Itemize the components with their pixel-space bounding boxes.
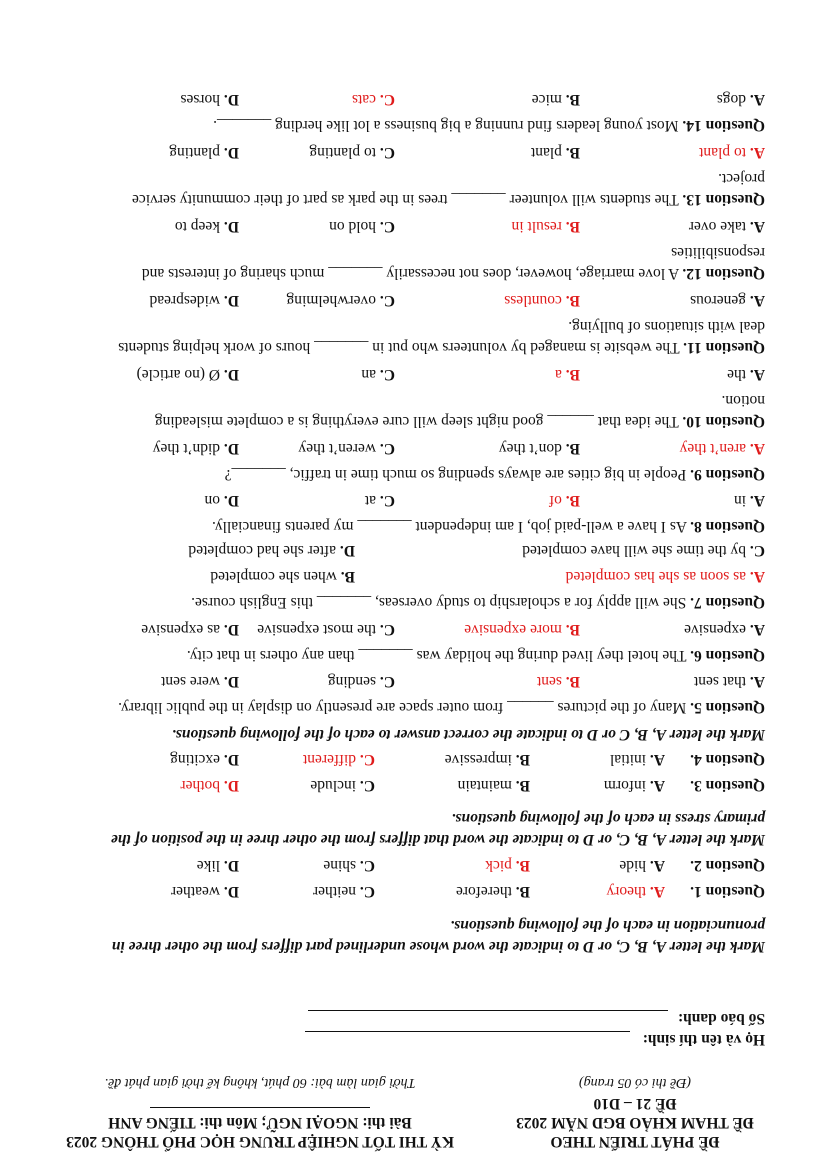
student-id-label: Số báo danh: bbox=[677, 1010, 765, 1027]
option-letter: C. bbox=[379, 440, 395, 457]
option-text: on bbox=[204, 492, 221, 509]
option-letter: C. bbox=[379, 366, 395, 383]
answer-option[interactable] bbox=[175, 216, 239, 235]
answer-option[interactable] bbox=[694, 671, 765, 690]
answer-option[interactable] bbox=[141, 619, 239, 638]
answer-option[interactable] bbox=[365, 490, 395, 509]
option-letter: B. bbox=[565, 492, 580, 509]
student-name-field[interactable] bbox=[305, 1031, 630, 1032]
answer-option[interactable] bbox=[504, 290, 580, 309]
option-text: horses bbox=[180, 91, 221, 108]
option-text: that sent bbox=[693, 673, 747, 690]
option-letter: B. bbox=[565, 144, 580, 161]
option-text: theory bbox=[606, 883, 647, 900]
answer-option[interactable] bbox=[210, 566, 355, 585]
option-text: the bbox=[727, 366, 747, 383]
option-letter: C. bbox=[379, 621, 395, 638]
option-letter: B. bbox=[515, 857, 530, 874]
option-text: overwhelming bbox=[286, 292, 377, 309]
option-text: widespread bbox=[149, 292, 221, 309]
header-divider bbox=[150, 1107, 370, 1108]
answer-option[interactable] bbox=[717, 89, 765, 108]
question-number: Question 6. bbox=[690, 647, 765, 664]
option-letter: D. bbox=[223, 144, 239, 161]
option-letter: A. bbox=[749, 218, 765, 235]
answer-option[interactable] bbox=[531, 142, 580, 161]
option-text: when she completed bbox=[210, 568, 337, 585]
option-letter: B. bbox=[565, 366, 580, 383]
header-right-line3: Thời gian làm bài: 60 phút, không kể thời gian phát đề. bbox=[104, 1075, 416, 1090]
question-stem bbox=[212, 516, 765, 535]
answer-option[interactable] bbox=[610, 749, 665, 768]
option-letter: D. bbox=[223, 492, 239, 509]
question-text: The website is managed by volunteers who put in _______ hours of work helping students bbox=[118, 339, 680, 356]
option-letter: C. bbox=[359, 777, 375, 794]
answer-option[interactable] bbox=[137, 364, 239, 383]
question-number: Question 1. bbox=[690, 883, 765, 900]
option-text: as expensive bbox=[141, 621, 221, 638]
answer-option[interactable] bbox=[727, 364, 765, 383]
answer-option[interactable] bbox=[512, 216, 580, 235]
option-text: weather bbox=[170, 883, 221, 900]
option-letter: D. bbox=[339, 542, 355, 559]
section-instruction: Mark the letter A, B, C or D to indicate the correct answer to each of the following questions. bbox=[171, 726, 765, 743]
option-letter: A. bbox=[749, 492, 765, 509]
question-text: People in big cities are always spending so much time in traffic, _______? bbox=[224, 466, 687, 483]
question-stem bbox=[118, 697, 765, 716]
option-letter: A. bbox=[749, 440, 765, 457]
option-text: maintain bbox=[457, 777, 512, 794]
option-text: of bbox=[548, 492, 562, 509]
section-instruction: Mark the letter A, B, C, or D to indicate the word whose underlined part differs from the other three in bbox=[111, 938, 765, 955]
option-letter: B. bbox=[515, 883, 530, 900]
answer-option[interactable] bbox=[499, 438, 580, 457]
option-text: plant bbox=[530, 144, 562, 161]
option-text: pick bbox=[485, 857, 512, 874]
question-stem bbox=[155, 411, 765, 430]
header-left-line2: ĐỀ THAM KHẢO BGD NĂM 2023 bbox=[516, 1114, 754, 1131]
option-text: to planting bbox=[309, 144, 377, 161]
option-text: shine bbox=[323, 857, 357, 874]
section-instruction: Mark the letter A, B, C, or D to indicate the word that differs from the other three in the position of the bbox=[110, 831, 765, 848]
answer-option[interactable] bbox=[734, 490, 765, 509]
question-text: Many of the pictures ______ from outer space are presently on display in the public library. bbox=[118, 699, 687, 716]
option-text: neither bbox=[313, 883, 357, 900]
option-letter: A. bbox=[749, 621, 765, 638]
question-number: Question 7. bbox=[690, 594, 765, 611]
answer-option[interactable] bbox=[445, 749, 530, 768]
answer-option[interactable] bbox=[170, 749, 239, 768]
answer-option[interactable] bbox=[456, 881, 530, 900]
option-letter: B. bbox=[340, 568, 355, 585]
answer-option[interactable] bbox=[537, 671, 580, 690]
answer-option[interactable] bbox=[180, 89, 239, 108]
option-letter: C. bbox=[379, 144, 395, 161]
option-letter: A. bbox=[749, 366, 765, 383]
option-text: at bbox=[364, 492, 377, 509]
option-letter: C. bbox=[359, 857, 375, 874]
question-number: Question 12. bbox=[682, 265, 765, 282]
option-letter: C. bbox=[379, 292, 395, 309]
option-text: countless bbox=[504, 292, 562, 309]
answer-option[interactable] bbox=[606, 881, 665, 900]
question-text-cont: responsibilities bbox=[671, 244, 765, 261]
option-letter: C. bbox=[749, 542, 765, 559]
option-letter: D. bbox=[223, 751, 239, 768]
header-left-line1: ĐỀ PHÁT TRIỂN THEO bbox=[550, 1133, 720, 1150]
option-text: were sent bbox=[161, 673, 221, 690]
header-left-line3: ĐỀ 21 – D10 bbox=[593, 1095, 677, 1112]
option-letter: A. bbox=[749, 91, 765, 108]
option-letter: B. bbox=[515, 777, 530, 794]
option-text: an bbox=[361, 366, 377, 383]
question-text: She will apply for a scholarship to study overseas, _______ this English course. bbox=[191, 594, 687, 611]
answer-option[interactable] bbox=[153, 438, 239, 457]
option-letter: D. bbox=[223, 777, 239, 794]
answer-option[interactable] bbox=[161, 671, 239, 690]
option-text: include bbox=[310, 777, 357, 794]
answer-option[interactable] bbox=[485, 855, 530, 874]
option-text: different bbox=[302, 751, 357, 768]
option-text: keep to bbox=[174, 218, 221, 235]
question-text: The idea that ______ good night sleep will cure everything is a complete misleading bbox=[154, 413, 679, 430]
question-number: Question 11. bbox=[683, 339, 765, 356]
question-stem bbox=[142, 263, 765, 282]
question-number: Question 13. bbox=[682, 191, 765, 208]
answer-option[interactable] bbox=[180, 775, 239, 794]
answer-option[interactable] bbox=[149, 290, 239, 309]
option-text: Ø (no article) bbox=[136, 366, 221, 383]
answer-option[interactable] bbox=[309, 142, 395, 161]
option-text: exciting bbox=[170, 751, 221, 768]
question-number: Question 9. bbox=[690, 466, 765, 483]
question-text-cont: project. bbox=[718, 170, 765, 187]
option-letter: B. bbox=[515, 751, 530, 768]
header-left-line4: (Đề thi có 05 trang) bbox=[579, 1075, 691, 1090]
question-stem bbox=[132, 189, 765, 208]
option-letter: C. bbox=[379, 91, 395, 108]
answer-option[interactable] bbox=[689, 216, 765, 235]
option-text: by the time she will have completed bbox=[522, 542, 747, 559]
answer-option[interactable] bbox=[188, 540, 355, 559]
option-text: generous bbox=[690, 292, 747, 309]
option-letter: D. bbox=[223, 292, 239, 309]
option-letter: A. bbox=[649, 883, 665, 900]
question-stem bbox=[118, 337, 765, 356]
question-number: Question 8. bbox=[690, 518, 765, 535]
answer-option[interactable] bbox=[566, 566, 765, 585]
section-instruction: primary stress in each of the following questions. bbox=[451, 810, 765, 827]
option-text: as soon as she has completed bbox=[565, 568, 747, 585]
question-number: Question 3. bbox=[690, 777, 765, 794]
section-instruction: pronunciation in each of the following questions. bbox=[450, 917, 765, 934]
option-letter: A. bbox=[749, 568, 765, 585]
option-letter: A. bbox=[749, 292, 765, 309]
option-text: bother bbox=[180, 777, 221, 794]
option-letter: B. bbox=[565, 218, 580, 235]
answer-option[interactable] bbox=[323, 855, 375, 874]
answer-option[interactable] bbox=[287, 290, 396, 309]
answer-option[interactable] bbox=[690, 290, 765, 309]
option-letter: A. bbox=[749, 673, 765, 690]
question-stem bbox=[213, 115, 765, 134]
answer-option[interactable] bbox=[169, 142, 239, 161]
option-text: the most expensive bbox=[257, 621, 377, 638]
option-letter: B. bbox=[565, 440, 580, 457]
question-text-cont: deal with situations of bullying. bbox=[568, 318, 765, 335]
option-letter: B. bbox=[565, 621, 580, 638]
answer-option[interactable] bbox=[699, 142, 765, 161]
answer-option[interactable] bbox=[352, 89, 395, 108]
option-letter: C. bbox=[359, 883, 375, 900]
option-text: expensive bbox=[684, 621, 747, 638]
option-text: hold on bbox=[329, 218, 377, 235]
question-stem bbox=[187, 645, 765, 664]
option-text: a bbox=[555, 366, 562, 383]
question-number: Question 10. bbox=[682, 413, 765, 430]
answer-option[interactable] bbox=[522, 540, 765, 559]
option-letter: C. bbox=[379, 673, 395, 690]
answer-option[interactable] bbox=[361, 364, 395, 383]
student-name-label: Họ và tên thí sinh: bbox=[642, 1031, 765, 1048]
question-number: Question 14. bbox=[682, 117, 765, 134]
question-text-cont: notion. bbox=[721, 392, 765, 409]
option-letter: C. bbox=[379, 492, 395, 509]
option-text: mice bbox=[531, 91, 562, 108]
option-text: initial bbox=[609, 751, 647, 768]
answer-option[interactable] bbox=[464, 619, 580, 638]
option-text: take over bbox=[688, 218, 747, 235]
option-letter: D. bbox=[223, 91, 239, 108]
option-letter: D. bbox=[223, 440, 239, 457]
option-text: planting bbox=[169, 144, 221, 161]
answer-option[interactable] bbox=[604, 775, 665, 794]
answer-option[interactable] bbox=[171, 881, 239, 900]
option-letter: A. bbox=[749, 144, 765, 161]
option-text: sent bbox=[536, 673, 562, 690]
answer-option[interactable] bbox=[684, 619, 765, 638]
answer-option[interactable] bbox=[329, 216, 395, 235]
answer-option[interactable] bbox=[619, 855, 665, 874]
option-text: weren’t they bbox=[298, 440, 377, 457]
option-text: cats bbox=[351, 91, 377, 108]
answer-option[interactable] bbox=[303, 749, 375, 768]
option-text: to plant bbox=[699, 144, 747, 161]
question-text: As I have a well-paid job, I am independent _______ my parents financially. bbox=[211, 518, 688, 535]
option-text: result in bbox=[511, 218, 562, 235]
option-text: sending bbox=[327, 673, 377, 690]
option-letter: A. bbox=[649, 751, 665, 768]
option-letter: D. bbox=[223, 857, 239, 874]
question-text: A love marriage, however, does not necessarily _______ much sharing of interests and bbox=[141, 265, 680, 282]
option-letter: A. bbox=[649, 857, 665, 874]
question-stem bbox=[225, 464, 765, 483]
student-id-field[interactable] bbox=[308, 1010, 668, 1011]
answer-option[interactable] bbox=[680, 438, 765, 457]
option-letter: D. bbox=[223, 218, 239, 235]
answer-option[interactable] bbox=[458, 775, 530, 794]
option-text: don’t they bbox=[498, 440, 562, 457]
question-number: Question 4. bbox=[690, 751, 765, 768]
answer-option[interactable] bbox=[257, 619, 395, 638]
option-text: like bbox=[196, 857, 221, 874]
option-letter: B. bbox=[565, 292, 580, 309]
option-text: more expensive bbox=[464, 621, 562, 638]
question-text: The students will volunteer _______ trees in the park as part of their community service bbox=[132, 191, 679, 208]
option-text: hide bbox=[619, 857, 647, 874]
option-text: after she had completed bbox=[188, 542, 337, 559]
header-right-line2: Bài thi: NGOẠI NGỮ; Môn thi: TIẾNG ANH bbox=[108, 1114, 412, 1131]
answer-option[interactable] bbox=[197, 855, 239, 874]
option-letter: C. bbox=[379, 218, 395, 235]
question-number: Question 2. bbox=[690, 857, 765, 874]
option-text: impressive bbox=[444, 751, 512, 768]
option-text: didn’t they bbox=[152, 440, 221, 457]
answer-option[interactable] bbox=[549, 490, 580, 509]
answer-option[interactable] bbox=[205, 490, 239, 509]
option-letter: A. bbox=[649, 777, 665, 794]
question-stem bbox=[191, 592, 765, 611]
question-text: The hotel they lived during the holiday was _______ than any others in that city. bbox=[186, 647, 687, 664]
option-letter: D. bbox=[223, 883, 239, 900]
option-text: inform bbox=[603, 777, 647, 794]
option-letter: D. bbox=[223, 621, 239, 638]
answer-option[interactable] bbox=[555, 364, 580, 383]
answer-option[interactable] bbox=[532, 89, 580, 108]
option-letter: B. bbox=[565, 91, 580, 108]
option-text: therefore bbox=[455, 883, 512, 900]
answer-option[interactable] bbox=[310, 775, 375, 794]
answer-option[interactable] bbox=[313, 881, 375, 900]
option-text: in bbox=[733, 492, 747, 509]
question-number: Question 5. bbox=[690, 699, 765, 716]
question-text: Most young leaders find running a big business a lot like herding _______. bbox=[213, 117, 679, 134]
option-letter: C. bbox=[359, 751, 375, 768]
option-letter: D. bbox=[223, 366, 239, 383]
answer-option[interactable] bbox=[328, 671, 395, 690]
option-letter: D. bbox=[223, 673, 239, 690]
answer-option[interactable] bbox=[298, 438, 395, 457]
option-text: dogs bbox=[716, 91, 747, 108]
option-letter: B. bbox=[565, 673, 580, 690]
header-right-line1: KỲ THI TỐT NGHIỆP TRUNG HỌC PHỔ THÔNG 2023 bbox=[66, 1133, 454, 1150]
option-text: aren’t they bbox=[679, 440, 747, 457]
